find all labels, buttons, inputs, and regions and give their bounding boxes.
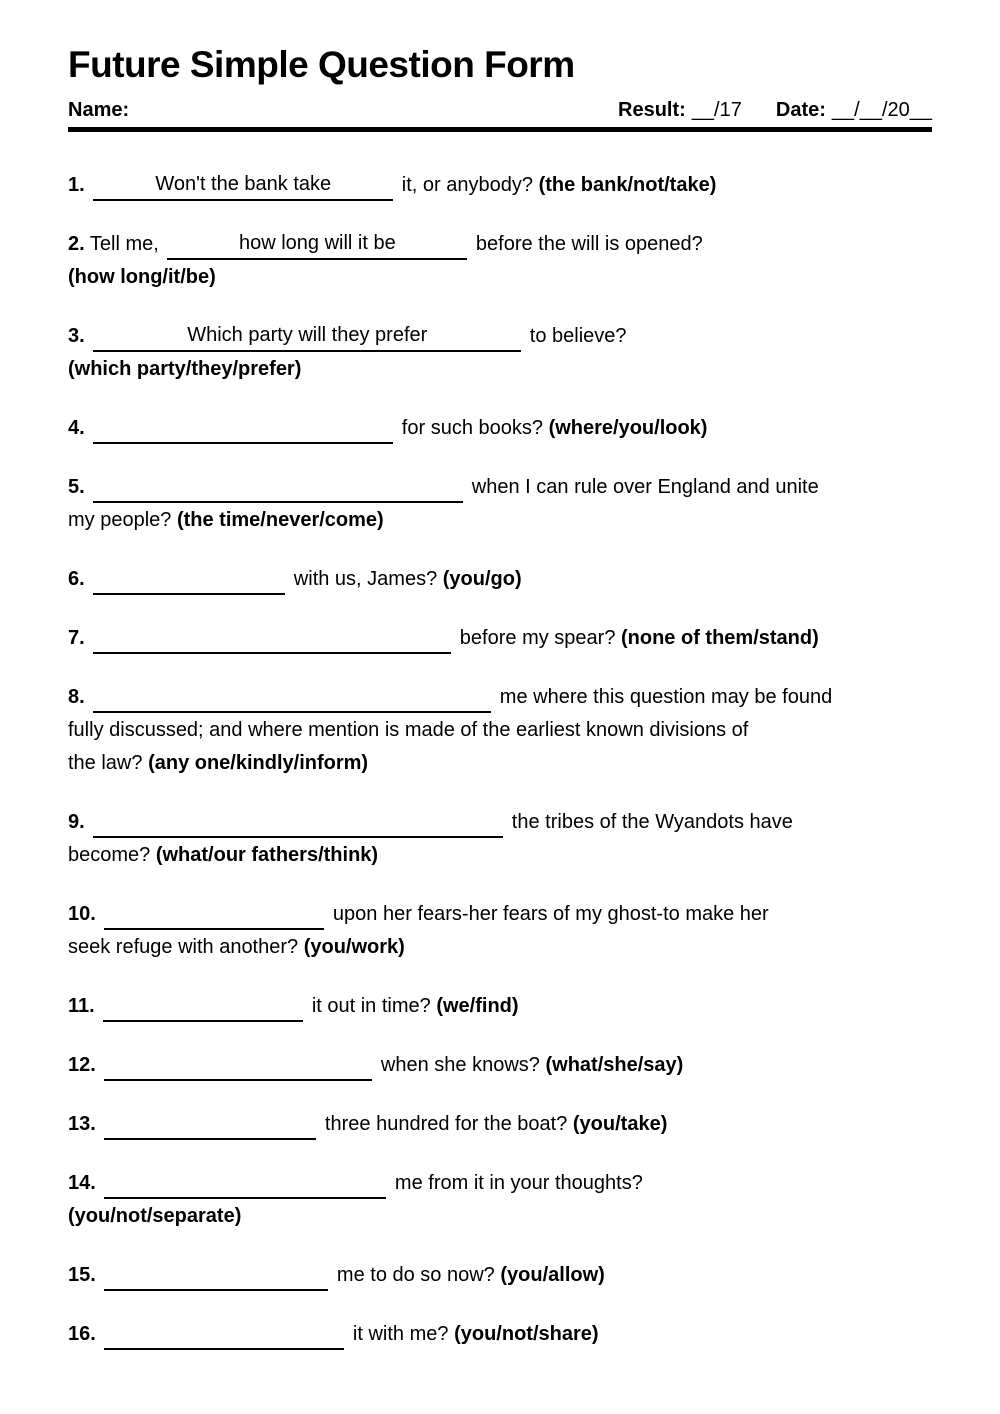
question-text: fully discussed; and where mention is made of the earliest known divisions of	[68, 718, 749, 741]
answer-blank	[104, 1324, 344, 1350]
answer-text	[295, 810, 301, 832]
question-text: it, or anybody?	[396, 173, 539, 196]
question-text: it with me?	[347, 1322, 455, 1345]
answer-blank	[104, 1265, 328, 1291]
question-9	[68, 806, 932, 872]
result-date-group	[618, 98, 932, 122]
question-text: the law?	[68, 751, 149, 774]
question-10	[68, 898, 932, 964]
verb-hint: (where/you/look)	[548, 416, 708, 439]
answer-text	[240, 416, 246, 438]
question-text: the tribes of the Wyandots have	[506, 810, 793, 833]
question-number: 4.	[68, 416, 85, 439]
answer-blank	[93, 687, 491, 713]
question-pre-text: Tell me,	[84, 232, 165, 255]
verb-hint: (which party/they/prefer)	[68, 357, 302, 380]
verb-hint: (the bank/not/take)	[538, 173, 717, 196]
date-label: Date:	[775, 98, 826, 121]
answer-text: Won't the bank take	[155, 172, 332, 195]
question-13	[68, 1108, 932, 1141]
answer-blank	[103, 996, 303, 1022]
page-title: Future Simple Question Form	[68, 44, 575, 85]
answer-text	[214, 1263, 220, 1285]
answer-blank	[104, 1055, 372, 1081]
question-text: before my spear?	[454, 626, 621, 649]
verb-hint: (none of them/stand)	[621, 626, 819, 649]
question-number: 16.	[68, 1322, 96, 1345]
question-12	[68, 1049, 932, 1082]
question-text: my people?	[68, 508, 177, 531]
question-5	[68, 471, 932, 537]
question-number: 13.	[68, 1112, 96, 1135]
question-number: 1.	[68, 173, 85, 196]
answer-blank	[104, 1173, 386, 1199]
question-number: 8.	[68, 685, 85, 708]
question-pre-text	[96, 1264, 102, 1286]
answer-text: how long will it be	[238, 231, 396, 254]
question-text: before the will is opened?	[470, 232, 703, 255]
question-text: when she knows?	[375, 1053, 546, 1076]
verb-hint: (any one/kindly/inform)	[148, 751, 369, 774]
answer-blank	[93, 172, 393, 201]
question-number: 11.	[68, 994, 95, 1017]
question-number: 15.	[68, 1263, 96, 1286]
answer-blank	[93, 569, 285, 595]
question-number: 3.	[68, 324, 85, 347]
answer-blank	[93, 628, 451, 654]
question-7	[68, 622, 932, 655]
answer-blank	[93, 418, 393, 444]
verb-hint: (how long/it/be)	[68, 265, 216, 288]
question-pre-text	[96, 1323, 102, 1345]
question-text: seek refuge with another?	[68, 935, 304, 958]
result-label: Result:	[618, 98, 686, 121]
question-text: it out in time?	[306, 994, 437, 1017]
question-text: for such books?	[396, 416, 549, 439]
question-text: to believe?	[524, 324, 627, 347]
question-2	[68, 228, 932, 294]
verb-hint: (you/not/share)	[454, 1322, 599, 1345]
name-label: Name:	[68, 98, 130, 121]
question-pre-text	[85, 811, 91, 833]
question-pre-text	[85, 476, 91, 498]
answer-text	[275, 475, 281, 497]
answer-blank	[93, 323, 521, 352]
verb-hint: (the time/never/come)	[176, 508, 384, 531]
question-pre-text	[85, 686, 91, 708]
question-pre-text	[85, 417, 91, 439]
question-16	[68, 1318, 932, 1351]
question-text: with us, James?	[288, 567, 443, 590]
question-8	[68, 681, 932, 780]
verb-hint: (you/take)	[572, 1112, 668, 1135]
question-pre-text	[85, 325, 91, 347]
verb-hint: (what/our fathers/think)	[155, 843, 379, 866]
question-number: 6.	[68, 567, 85, 590]
question-11	[68, 990, 932, 1023]
answer-text	[212, 902, 218, 924]
question-pre-text	[95, 995, 101, 1017]
question-pre-text	[96, 1172, 102, 1194]
verb-hint: (you/go)	[442, 567, 522, 590]
question-number: 12.	[68, 1053, 96, 1076]
question-pre-text	[85, 627, 91, 649]
question-text: me where this question may be found	[494, 685, 833, 708]
question-15	[68, 1259, 932, 1292]
question-list	[68, 169, 932, 1351]
answer-blank	[93, 477, 463, 503]
question-number: 2.	[68, 232, 85, 255]
question-4	[68, 412, 932, 445]
question-6	[68, 563, 932, 596]
date-value: __/__/20__	[831, 98, 932, 121]
question-pre-text	[96, 1113, 102, 1135]
question-text: me from it in your thoughts?	[389, 1171, 643, 1194]
question-pre-text	[85, 568, 91, 590]
result-value: __/17	[691, 98, 742, 121]
question-3	[68, 320, 932, 386]
question-text: upon her fears-her fears of my ghost-to make her	[327, 902, 769, 925]
question-number: 9.	[68, 810, 85, 833]
question-text: three hundred for the boat?	[319, 1112, 573, 1135]
question-number: 10.	[68, 902, 96, 925]
answer-text	[208, 1112, 214, 1134]
question-number: 14.	[68, 1171, 96, 1194]
header-divider	[68, 127, 932, 132]
answer-text: Which party will they prefer	[187, 323, 428, 346]
answer-text	[243, 1171, 249, 1193]
verb-hint: (you/not/separate)	[68, 1204, 242, 1227]
question-number: 7.	[68, 626, 85, 649]
question-14	[68, 1167, 932, 1233]
question-text: become?	[68, 843, 156, 866]
verb-hint: (we/find)	[436, 994, 519, 1017]
answer-text	[200, 994, 206, 1016]
worksheet-meta-row	[68, 98, 932, 122]
question-text: when I can rule over England and unite	[466, 475, 819, 498]
question-pre-text	[96, 1054, 102, 1076]
question-pre-text	[96, 903, 102, 925]
answer-text	[289, 685, 295, 707]
question-pre-text	[85, 174, 91, 196]
answer-text	[269, 626, 275, 648]
answer-text	[236, 1053, 242, 1075]
answer-text	[186, 567, 192, 589]
answer-blank	[104, 1114, 316, 1140]
verb-hint: (what/she/say)	[545, 1053, 684, 1076]
answer-blank	[167, 231, 467, 260]
question-text: me to do so now?	[331, 1263, 501, 1286]
verb-hint: (you/work)	[303, 935, 405, 958]
answer-blank	[104, 904, 324, 930]
question-number: 5.	[68, 475, 85, 498]
answer-text	[222, 1322, 228, 1344]
question-1	[68, 169, 932, 202]
answer-blank	[93, 812, 503, 838]
verb-hint: (you/allow)	[500, 1263, 605, 1286]
